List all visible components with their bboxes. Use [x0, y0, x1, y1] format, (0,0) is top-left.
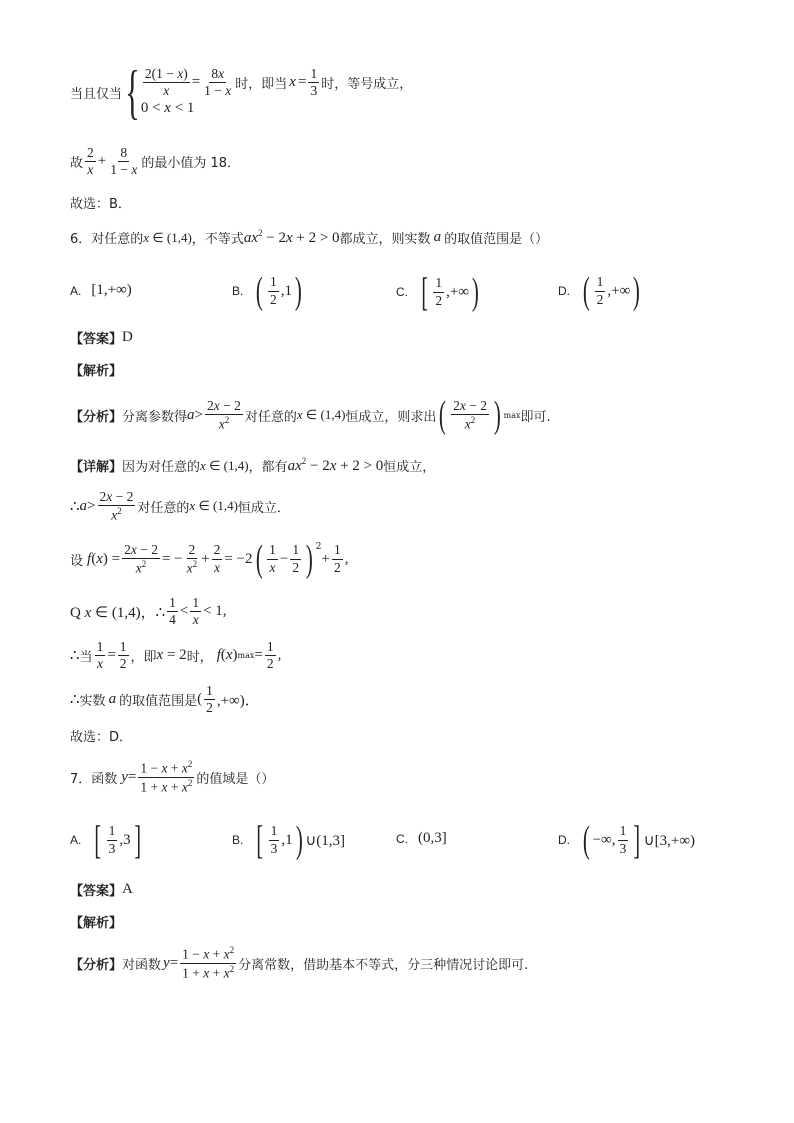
text: ，不等式: [191, 232, 244, 247]
q6-option-c[interactable]: C. [ $\frac{1}{2}$ ,+∞ ): [396, 269, 479, 314]
q7-option-d[interactable]: D. ( −∞, $\frac{1}{3}$ ] ∪[3,+∞): [558, 817, 696, 862]
brace-system: $\frac{2(1 - x)}{x}$ = $\frac{8x}{1 - x}$ 时，即当 x = $\frac{1}{3}$ 时，等号成立， 0 < x < 1: [140, 65, 413, 117]
q7-fenxi: 【分析】 对函数 y = $\frac{1 - x + x^2}{1 + x + x^2}$ 分离常数，借助基本不等式，分三种情况讨论即可.: [70, 945, 529, 981]
choose-b-line: [70, 193, 131, 212]
equality-condition-line: [70, 59, 413, 125]
text: 6．对任意的: [70, 232, 144, 247]
text: 的取值范围是（）: [444, 232, 549, 247]
q7-option-c[interactable]: C. (0,3]: [396, 830, 447, 846]
question-7-stem: 7．函数 y = $\frac{1 - x + x^2}{1 + x + x^2}$ 的值域是（）: [70, 759, 275, 795]
text: 时，等号成立，: [321, 77, 413, 92]
q6-xiangjie-6: ∴ 实数 a 的取值范围是 ( $\frac{1}{2}$ ,+∞)．: [70, 683, 260, 716]
answer-tag: 【答案】: [70, 332, 123, 347]
q6-analysis-tag: 【解析】: [70, 364, 123, 379]
text: 故选：B．: [70, 197, 131, 212]
q6-answer: [70, 328, 133, 347]
text: 时，即当: [235, 77, 288, 92]
q6-fenxi: 【分析】 分离参数得 a > $\frac{2x - 2}{x^2}$ 对任意的 x ∈ (1,4) 恒成立，则求出 ( $\frac{2x - 2}{x^2}$ ) max 即可.: [70, 394, 551, 436]
min-value-line: 故 $\frac{2}{x}$ + $\frac{8}{1 - x}$ 的最小值为 18．: [70, 145, 241, 178]
answer-value: D: [122, 329, 133, 345]
q6-option-a[interactable]: A. [1,+∞): [70, 282, 132, 298]
text: 都成立，则实数: [339, 232, 431, 247]
text: 的最小值为 18．: [141, 156, 241, 172]
q6-option-d[interactable]: D. ( $\frac{1}{2}$ ,+∞ ): [558, 270, 641, 312]
q7-answer: 【答案】 A: [70, 881, 133, 899]
q6-choose: 故选：D．: [70, 730, 133, 745]
q6-xiangjie-2: ∴ a > $\frac{2x - 2}{x^2}$ 对任意的 x ∈ (1,4) 恒成立．: [70, 489, 290, 523]
q7-option-b[interactable]: B. [ $\frac{1}{3}$ ,1 ) ∪(1,3]: [232, 817, 346, 862]
q6-xiangjie-5: ∴ 当 $\frac{1}{x}$ = $\frac{1}{2}$ ，即 x = 2 时， f (x) max = $\frac{1}{2}$ ,: [70, 639, 282, 672]
left-brace: {: [125, 59, 140, 125]
q6-xiangjie-3: 设 f (x) = $\frac{2x - 2}{x^2}$ = − $\frac{2}{x^2}$ + $\frac{2}{x}$ = −2 ( $\frac{1}{x}$ − $\frac{1}{2}$ ) $^2$ + $\frac{1}{2}$ ,: [70, 538, 349, 580]
question-6-stem: 6．对任意的 x ∈ (1,4) ，不等式 $ax^2 - 2x + 2 > 0$ 都成立，则实数 a 的取值范围是（）: [70, 228, 549, 247]
text: 故: [70, 156, 84, 172]
q7-analysis-tag: 【解析】: [70, 916, 123, 931]
q6-xiangjie-1: 【详解】 因为对任意的 x ∈ (1,4) ，都有 $ax^2 - 2x + 2 > 0$ 恒成立，: [70, 456, 436, 475]
q6-xiangjie-4: Q x ∈ (1,4)，∴ $\frac{1}{4}$ < $\frac{1}{x}$ < 1,: [70, 595, 227, 628]
q6-option-b[interactable]: B. ( $\frac{1}{2}$ ,1 ): [232, 270, 302, 312]
answer-value: A: [122, 881, 133, 897]
text: 当且仅当: [70, 86, 123, 102]
q7-option-a[interactable]: A. [ $\frac{1}{3}$ ,3 ]: [70, 817, 141, 862]
